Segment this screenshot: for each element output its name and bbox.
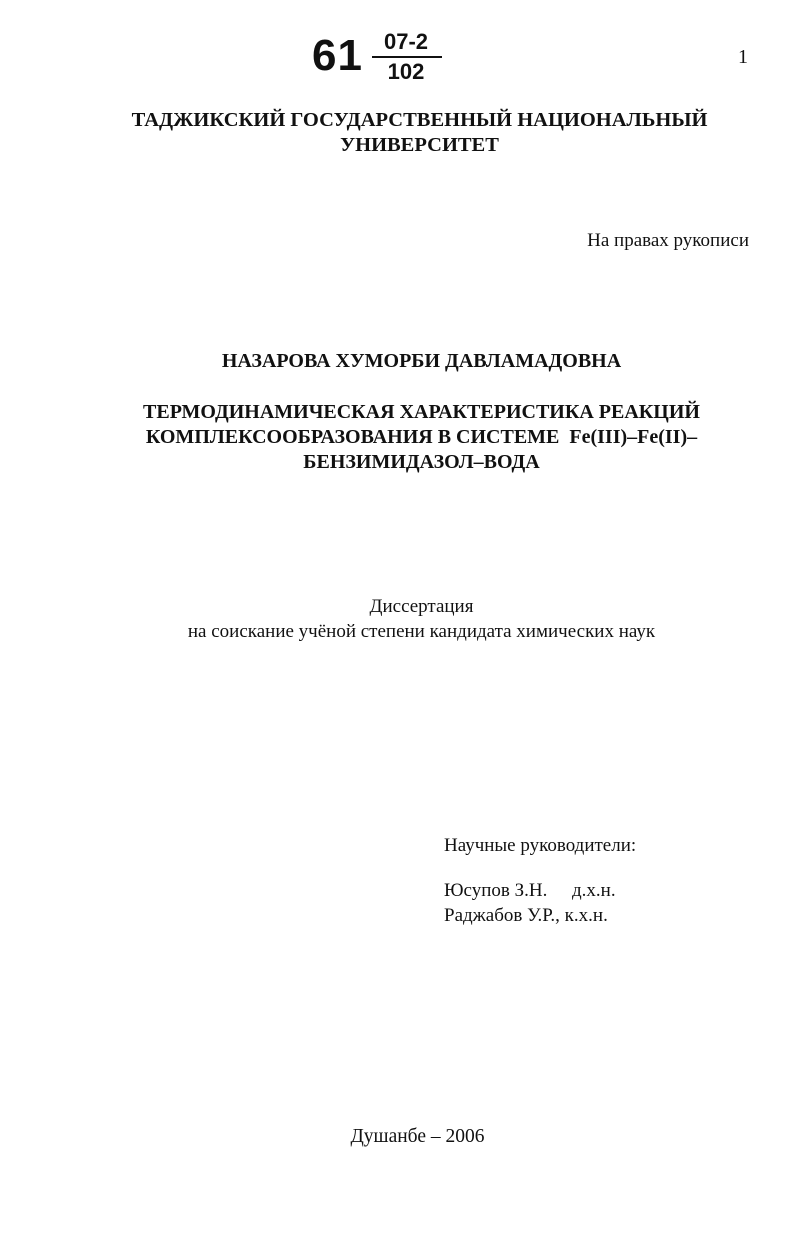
supervisor-name: Юсупов З.Н. — [444, 880, 548, 901]
supervisors-label: Научные руководители: — [444, 835, 637, 856]
library-code-denominator: 102 — [387, 59, 425, 84]
dissertation-degree: на соискание учёной степени кандидата химических наук — [187, 621, 656, 642]
supervisor-row — [444, 905, 608, 927]
dissertation-title — [22, 400, 799, 475]
university-line-2: УНИВЕРСИТЕТ — [340, 134, 499, 156]
supervisor-degree: к.х.н. — [564, 905, 608, 926]
supervisor-row — [444, 880, 616, 902]
title-line-2: КОМПЛЕКСООБРАЗОВАНИЯ В СИСТЕМЕ Fe(III)–Fe(II)– — [145, 426, 698, 448]
rights-note: На правах рукописи — [587, 230, 749, 251]
author-name: НАЗАРОВА ХУМОРБИ ДАВЛАМАДОВНА — [221, 350, 622, 372]
title-line-1: ТЕРМОДИНАМИЧЕСКАЯ ХАРАКТЕРИСТИКА РЕАКЦИЙ — [143, 401, 700, 423]
supervisor-degree: д.х.н. — [572, 880, 616, 901]
library-code-numerator: 07-2 — [383, 29, 429, 54]
city-year: Душанбе – 2006 — [350, 1126, 485, 1147]
university-name — [20, 108, 799, 158]
title-line-3: БЕНЗИМИДАЗОЛ–ВОДА — [303, 451, 540, 473]
page-number: 1 — [738, 46, 748, 68]
dissertation-info — [22, 594, 799, 644]
library-code-fraction-bar — [372, 56, 442, 58]
library-code-main: 61 — [312, 31, 363, 80]
university-line-1: ТАДЖИКСКИЙ ГОСУДАРСТВЕННЫЙ НАЦИОНАЛЬНЫЙ — [131, 109, 708, 131]
dissertation-type: Диссертация — [369, 596, 474, 617]
supervisor-name: Раджабов У.Р., — [444, 905, 560, 926]
